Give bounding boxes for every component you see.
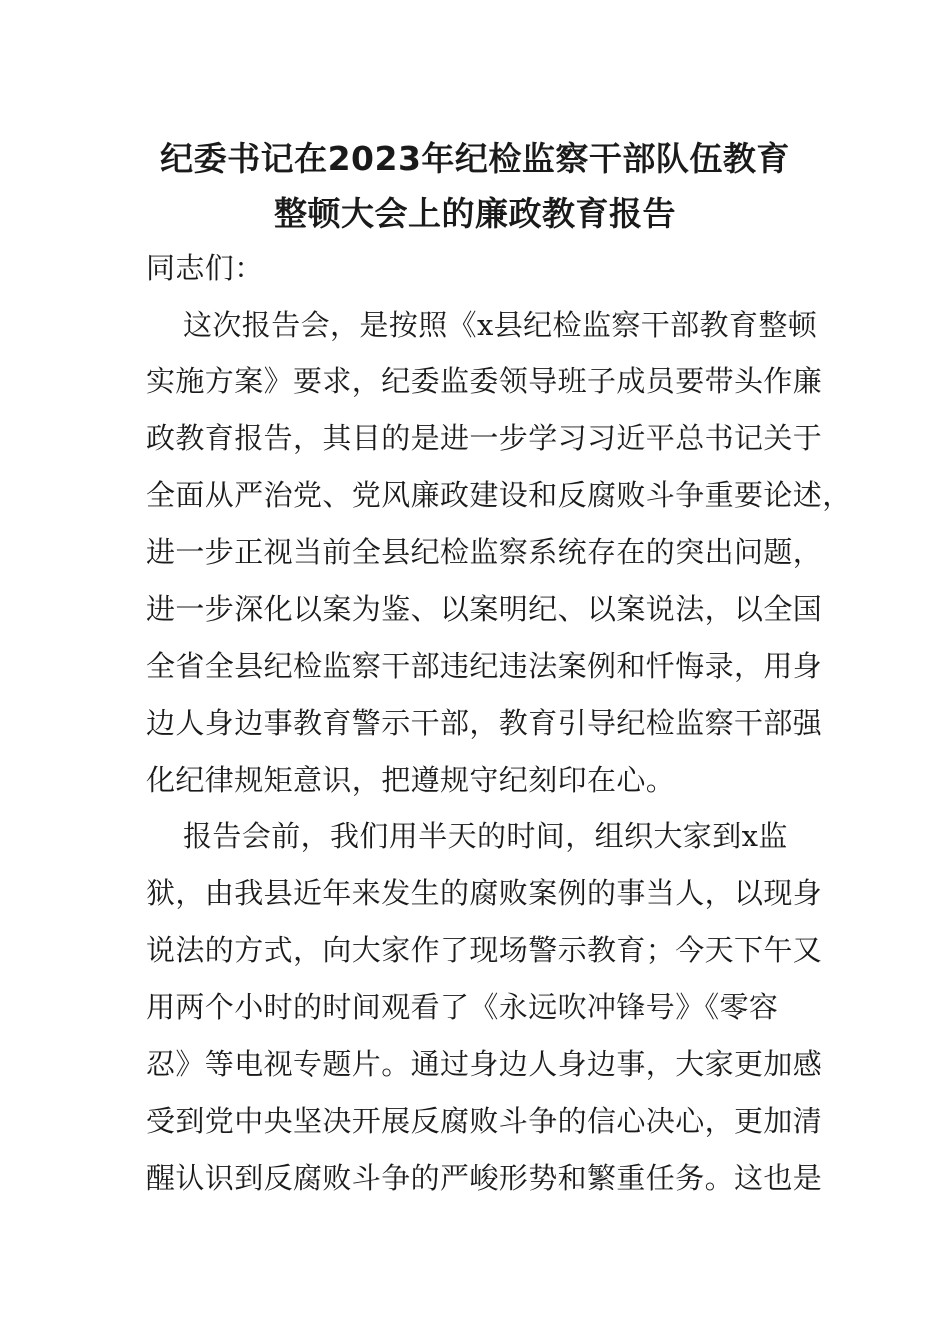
document-title-line-2: 整顿大会上的廉政教育报告: [274, 194, 676, 233]
paragraph-2-line: 狱，由我县近年来发生的腐败案例的事当人，以现身: [146, 876, 823, 910]
paragraph-2-line: 报告会前，我们用半天的时间，组织大家到x监: [183, 819, 788, 853]
paragraph-1-line: 进一步深化以案为鉴、以案明纪、以案说法，以全国: [146, 592, 823, 626]
paragraph-2-line: 醒认识到反腐败斗争的严峻形势和繁重任务。这也是: [146, 1161, 823, 1195]
salutation: 同志们：: [146, 251, 264, 285]
paragraph-1-line: 进一步正视当前全县纪检监察系统存在的突出问题，: [146, 535, 823, 569]
paragraph-1-line: 政教育报告，其目的是进一步学习习近平总书记关于: [146, 421, 823, 455]
paragraph-1-line: 全省全县纪检监察干部违纪违法案例和忏悔录，用身: [146, 649, 823, 683]
paragraph-2-line: 用两个小时的时间观看了《永远吹冲锋号》《零容: [146, 990, 779, 1024]
paragraph-2-line: 说法的方式，向大家作了现场警示教育；今天下午又: [146, 933, 823, 967]
paragraph-1-line: 这次报告会，是按照《x县纪检监察干部教育整顿: [183, 308, 818, 342]
paragraph-2-line: 忍》等电视专题片。通过身边人身边事，大家更加感: [146, 1047, 823, 1081]
paragraph-2-line: 受到党中央坚决开展反腐败斗争的信心决心，更加清: [146, 1104, 823, 1138]
paragraph-1-line: 边人身边事教育警示干部，教育引导纪检监察干部强: [146, 706, 823, 740]
paragraph-1-line: 化纪律规矩意识，把遵规守纪刻印在心。: [146, 763, 676, 797]
paragraph-1-line: 实施方案》要求，纪委监委领导班子成员要带头作廉: [146, 364, 823, 398]
document-title-line-1: 纪委书记在2023年纪检监察干部队伍教育: [160, 139, 790, 178]
paragraph-1-line: 全面从严治党、党风廉政建设和反腐败斗争重要论述，: [146, 478, 852, 512]
